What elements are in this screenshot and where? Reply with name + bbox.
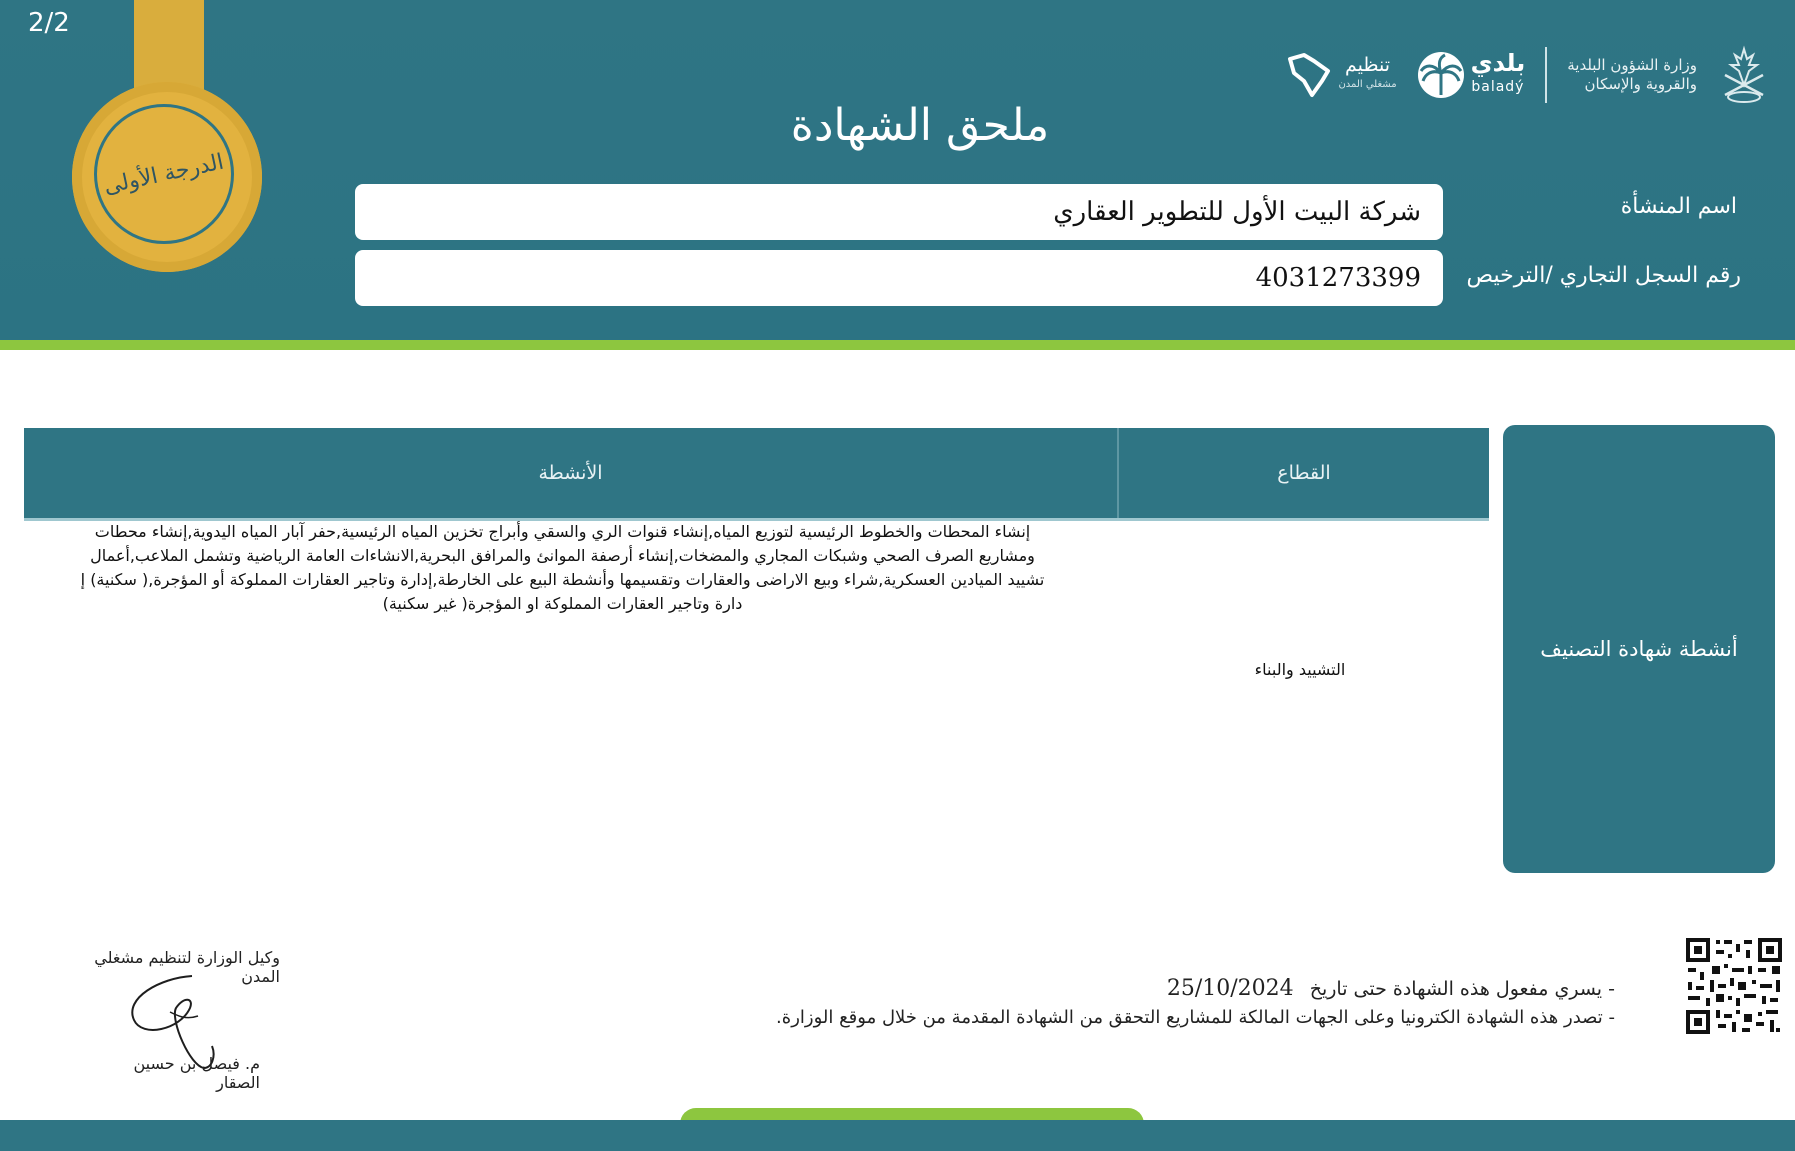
tanzeem-text: [1338, 55, 1396, 95]
logo-strip: [1284, 40, 1771, 110]
activities-cell: [30, 520, 1095, 616]
baladi-en: baladý: [1471, 79, 1525, 95]
palm-tree-icon: [1417, 51, 1465, 99]
grade-badge: [72, 82, 262, 272]
ministry-name: [1567, 56, 1697, 94]
tanzeem-ar: تنظيم: [1345, 54, 1391, 76]
activities-line: إنشاء المحطات والخطوط الرئيسية لتوزيع المياه,إنشاء قنوات الري والسقي وأبراج تخزين المياه الرئيسية,حفر آبار المياه اليدوية,إنشاء محطات: [94, 522, 1031, 541]
electronic-note: - تصدر هذه الشهادة الكترونيا وعلى الجهات المالكة للمشاريع التحقق من الشهادة المقدمة من خلال موقع الوزارة.: [776, 1007, 1615, 1028]
logo-separator: [1545, 47, 1547, 103]
validity-date: 25/10/2024: [1166, 976, 1294, 1001]
saudi-map-icon: [1284, 51, 1334, 99]
establishment-value: شركة البيت الأول للتطوير العقاري: [1053, 197, 1421, 227]
classification-panel-title: أنشطة شهادة التصنيف: [1540, 637, 1738, 661]
page-title: ملحق الشهادة: [790, 100, 1050, 151]
activities-column-header: الأنشطة: [538, 462, 603, 484]
registration-value: 4031273399: [1255, 263, 1421, 293]
classification-panel: [1503, 425, 1775, 873]
page-number: 2/2: [28, 8, 70, 38]
validity-text: - يسري مفعول هذه الشهادة حتى تاريخ: [1309, 978, 1615, 1000]
footer-bar: [0, 1120, 1795, 1151]
badge-text: الدرجة الأولى: [101, 149, 227, 199]
registration-label: رقم السجل التجاري /الترخيص: [1466, 263, 1741, 288]
ministry-name-text: وزارة الشؤون البلدية والقروية والإسكان: [1567, 56, 1697, 93]
sector-cell: التشييد والبناء: [1254, 660, 1346, 679]
signatory-name: م. فيصل بن حسين الصقار: [133, 1054, 260, 1092]
tanzeem-logo: [1284, 51, 1396, 99]
signatory-title: وكيل الوزارة لتنظيم مشغلي المدن: [94, 948, 280, 986]
saudi-emblem-icon: [1717, 45, 1771, 105]
baladi-ar: بلدي: [1470, 49, 1526, 77]
activities-line: تشييد الميادين العسكرية,شراء وبيع الاراضى والعقارات وتقسيمها وأنشطة البيع على الخارطة,إدارة وتاجير العقارات المملوكة أو المؤجرة,( سكنية) إ: [80, 570, 1045, 589]
baladi-text: [1471, 51, 1526, 99]
baladi-logo: [1417, 51, 1526, 99]
tanzeem-sub: مشغلي المدن: [1338, 79, 1397, 90]
classification-table-header: [24, 428, 1489, 518]
activities-line: ومشاريع الصرف الصحي وشبكات المجاري والمضخات,إنشاء أرصفة الموانئ والمرافق البحرية,الانشاءات العامة الرياضية وتشمل الملاعب,أعمال: [90, 546, 1035, 565]
header-stripe: [0, 340, 1795, 350]
registration-field: [355, 250, 1443, 306]
sector-column-header: القطاع: [1277, 462, 1331, 484]
establishment-label: اسم المنشأة: [1620, 194, 1737, 219]
badge-ring: [94, 104, 234, 244]
activities-line: دارة وتاجير العقارات المملوكة او المؤجرة( غير سكنية): [382, 594, 743, 613]
validity-note: [1167, 976, 1615, 1001]
qr-code: [1684, 936, 1784, 1036]
establishment-field: [355, 184, 1443, 240]
